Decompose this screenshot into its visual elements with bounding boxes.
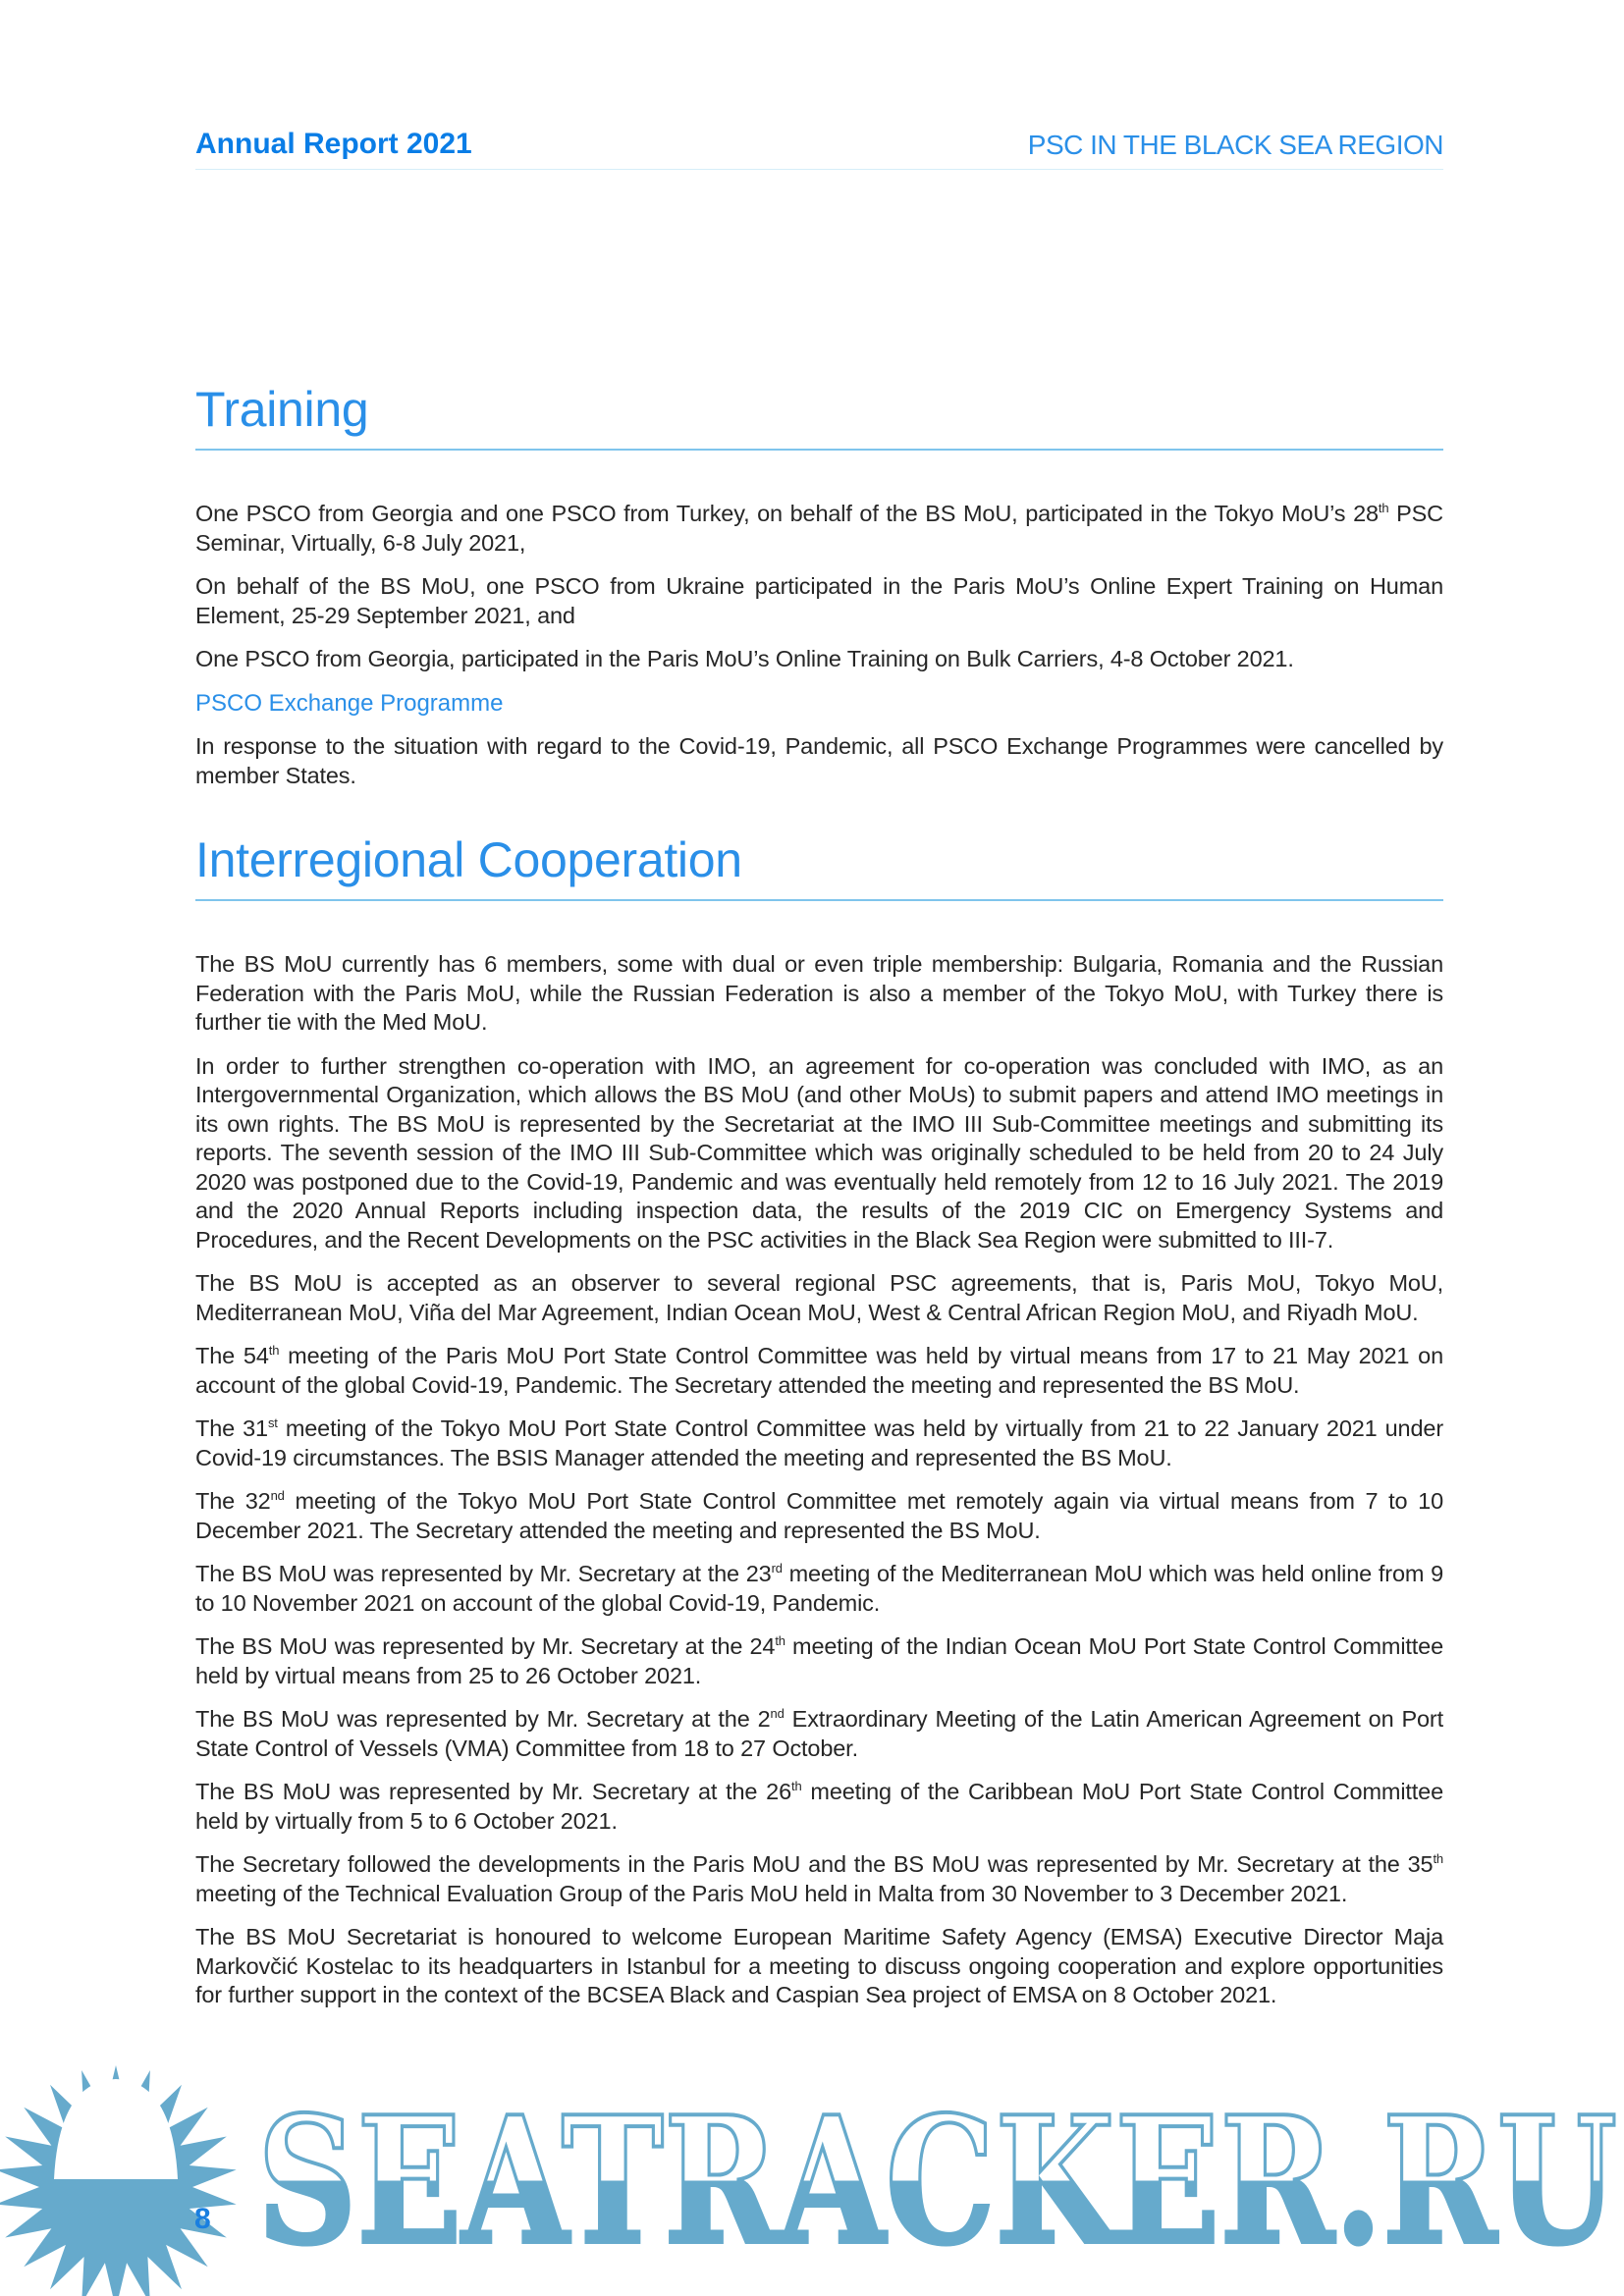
ordinal-suffix: st: [267, 1415, 278, 1430]
text-run: The 54: [195, 1343, 269, 1368]
ordinal-suffix: th: [268, 1343, 280, 1358]
text-run: meeting of the Paris MoU Port State Control Committee was held by virtual means from 17 to 21 May 2021 on account of the global Covid-19, Pandemic. The Secretary attended the meeting and represented the BS MoU.: [195, 1343, 1443, 1398]
text-run: meeting of the Caribbean MoU Port State Control Committee held by virtually from 5 to 6 October 2021.: [195, 1779, 1443, 1834]
ordinal-suffix: th: [791, 1779, 802, 1793]
text-run: The 31: [195, 1415, 268, 1441]
paragraph: [195, 1052, 1443, 1255]
text-run: The BS MoU was represented by Mr. Secretary at the 24: [195, 1633, 776, 1659]
paragraph: [195, 1632, 1443, 1690]
section-header: PSC IN THE BLACK SEA REGION: [1027, 130, 1443, 160]
text-run: The BS MoU was represented by Mr. Secretary at the 23: [195, 1561, 772, 1586]
text-run: The BS MoU currently has 6 members, some with dual or even triple membership: Bulgaria, Romania and the Russian Federation with the Paris MoU, while the Russian Federation is also a member of the Tokyo MoU, with Turkey there is further tie with the Med MoU.: [195, 951, 1443, 1035]
paragraph: [195, 1269, 1443, 1327]
sun-icon: [0, 2065, 237, 2296]
paragraph: [195, 1923, 1443, 2010]
text-run: The BS MoU is accepted as an observer to several regional PSC agreements, that is, Paris MoU, Tokyo MoU, Mediterranean MoU, Viña del Mar Agreement, Indian Ocean MoU, West & Central African Region MoU, and Riyadh MoU.: [195, 1270, 1443, 1325]
text-run: PSC Seminar, Virtually, 6-8 July 2021,: [195, 501, 1444, 556]
text-run: Extraordinary Meeting of the Latin American Agreement on Port State Control of Vessels (VMA) Committee from 18 to 27 October.: [195, 1706, 1443, 1761]
heading-divider: [195, 899, 1443, 901]
text-run: The BS MoU Secretariat is honoured to welcome European Maritime Safety Agency (EMSA) Executive Director Maja Markovčić Kostelac to its headquarters in Istanbul for a meeting to discuss ongoing cooperation and explore opportunities for further support in the context of the BCSEA Black and Caspian Sea project of EMSA on 8 October 2021.: [195, 1924, 1443, 2007]
paragraph: [195, 1850, 1443, 1908]
training-heading: Training: [195, 382, 369, 437]
text-run: The BS MoU was represented by Mr. Secretary at the 2: [195, 1706, 771, 1732]
text-run: The Secretary followed the developments in the Paris MoU and the BS MoU was represented by Mr. Secretary at the 35: [195, 1851, 1434, 1877]
page-number: 8: [194, 2203, 211, 2235]
ordinal-suffix: th: [1433, 1851, 1443, 1866]
paragraph: [195, 732, 1443, 790]
ordinal-suffix: th: [1378, 501, 1389, 515]
paragraph: [195, 1487, 1443, 1545]
text-run: On behalf of the BS MoU, one PSCO from Ukraine participated in the Paris MoU’s Online Expert Training on Human Element, 25-29 September 2021, and: [195, 573, 1443, 628]
training-paragraphs: [195, 500, 1443, 674]
paragraph: [195, 500, 1443, 558]
text-run: meeting of the Indian Ocean MoU Port State Control Committee held by virtual means from 25 to 26 October 2021.: [195, 1633, 1443, 1688]
paragraph: [195, 1342, 1443, 1400]
heading-divider: [195, 449, 1443, 451]
text-run: One PSCO from Georgia and one PSCO from Turkey, on behalf of the BS MoU, participated in the Tokyo MoU’s 28: [195, 501, 1379, 526]
text-run: meeting of the Tokyo MoU Port State Control Committee was held by virtually from 21 to 22 January 2021 under Covid-19 circumstances. The BSIS Manager attended the meeting and represented the BS MoU.: [195, 1415, 1443, 1470]
paragraph: [195, 950, 1443, 1038]
paragraph: [195, 572, 1443, 630]
text-run: In order to further strengthen co-operation with IMO, an agreement for co-operation was concluded with IMO, as an Intergovernmental Organization, which allows the BS MoU (and other MoUs) to submit papers and attend IMO meetings in its own rights. The BS MoU is represented by the Secretariat at the IMO III Sub-Committee meetings and submitting its reports. The seventh session of the IMO III Sub-Committee which was originally scheduled to be held from 20 to 24 July 2020 was postponed due to the Covid-19, Pandemic and was eventually held remotely from 12 to 16 July 2021. The 2019 and the 2020 Annual Reports including inspection data, the results of the 2019 CIC on Emergency Systems and Procedures, and the Recent Developments on the PSC activities in the Black Sea Region were submitted to III-7.: [195, 1052, 1443, 1253]
paragraph: [195, 1778, 1443, 1836]
text-run: meeting of the Mediterranean MoU which was held online from 9 to 10 November 2021 on account of the global Covid-19, Pandemic.: [195, 1561, 1443, 1616]
header-divider: [195, 169, 1443, 170]
text-run: The 32: [195, 1488, 271, 1514]
paragraph: [195, 645, 1443, 674]
text-run: meeting of the Technical Evaluation Group of the Paris MoU held in Malta from 30 November to 3 December 2021.: [195, 1880, 1348, 1906]
text-run: The BS MoU was represented by Mr. Secretary at the 26: [195, 1779, 792, 1804]
exchange-paragraphs: [195, 732, 1443, 790]
seatracker-watermark-logo: [0, 2061, 1624, 2296]
paragraph: [195, 1705, 1443, 1763]
training-section: [195, 380, 1443, 805]
text-run: In response to the situation with regard to the Covid-19, Pandemic, all PSCO Exchange Programmes were cancelled by member States.: [195, 733, 1443, 788]
ordinal-suffix: nd: [270, 1488, 285, 1503]
interregional-section: [195, 830, 1443, 2025]
interregional-paragraphs: [195, 950, 1443, 2010]
text-run: meeting of the Tokyo MoU Port State Control Committee met remotely again via virtual means from 7 to 10 December 2021. The Secretary attended the meeting and represented the BS MoU.: [195, 1488, 1444, 1543]
ordinal-suffix: nd: [770, 1706, 785, 1721]
watermark-text: SEATRACKER.RU: [257, 2078, 1617, 2283]
interregional-heading: Interregional Cooperation: [195, 832, 742, 887]
text-run: One PSCO from Georgia, participated in the Paris MoU’s Online Training on Bulk Carriers, 4-8 October 2021.: [195, 646, 1294, 671]
ordinal-suffix: th: [775, 1633, 785, 1648]
ordinal-suffix: rd: [771, 1561, 783, 1575]
paragraph: [195, 1415, 1443, 1472]
pscO-exchange-subheading: PSCO Exchange Programme: [195, 689, 504, 717]
report-title: Annual Report 2021: [195, 128, 472, 160]
paragraph: [195, 1560, 1443, 1618]
